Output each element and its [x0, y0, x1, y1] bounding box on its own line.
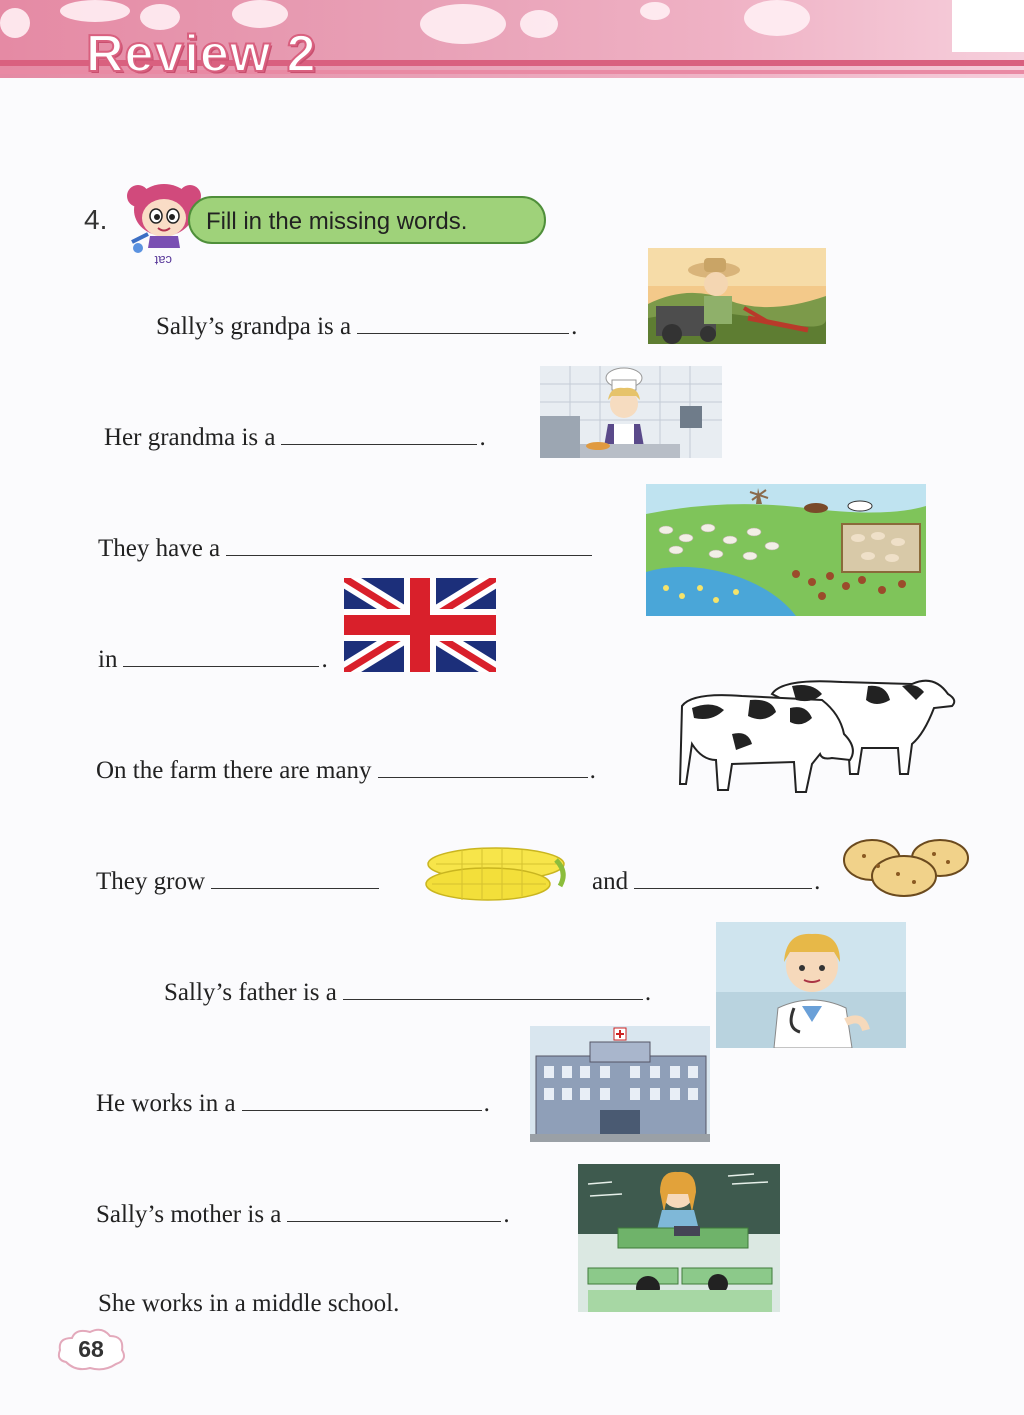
- answer-blank[interactable]: [378, 757, 588, 778]
- cloud-decoration: [420, 4, 506, 44]
- sentence-text: They have a: [98, 535, 221, 562]
- sentence-text: Her grandma is a: [104, 424, 276, 451]
- cloud-decoration: [60, 0, 130, 22]
- sentence-row: [156, 313, 577, 341]
- sentence-row: [96, 868, 379, 896]
- page-title: Review 2: [86, 25, 317, 83]
- sentence-end: .: [483, 1090, 490, 1117]
- doctor-picture: [716, 922, 906, 1048]
- sentence-row: [104, 424, 486, 452]
- corn-picture: [422, 842, 568, 906]
- answer-blank[interactable]: [343, 979, 643, 1000]
- sentence-end: .: [589, 757, 596, 784]
- sentence-text: They grow: [96, 868, 205, 895]
- sentence-end: .: [571, 313, 578, 340]
- farm-picture: [646, 484, 926, 616]
- answer-blank[interactable]: [226, 535, 592, 556]
- sentence-end: .: [479, 424, 486, 451]
- sentence-row: [96, 1090, 490, 1118]
- page-number: [54, 1326, 128, 1372]
- sentence-end: .: [644, 979, 652, 1006]
- sentence-text: Sally’s grandpa is a: [156, 313, 352, 340]
- answer-blank[interactable]: [281, 424, 477, 445]
- sentence-text: He works in a: [96, 1090, 236, 1117]
- answer-blank[interactable]: [123, 646, 319, 667]
- cloud-decoration: [0, 8, 30, 38]
- uk-flag-icon: [344, 578, 496, 672]
- answer-blank[interactable]: [634, 868, 812, 889]
- potatoes-picture: [842, 836, 970, 898]
- sentence-text: Sally’s father is a: [164, 979, 337, 1006]
- sentence-row: [592, 868, 820, 896]
- page-number-text: 68: [78, 1336, 104, 1362]
- exercise-number: 4.: [84, 204, 108, 235]
- sentence-row: [96, 1201, 510, 1229]
- instruction-label: Fill in the missing words.: [188, 196, 546, 244]
- sentence-text: On the farm there are many: [96, 757, 372, 784]
- sentence-text: Sally’s mother is a: [96, 1201, 282, 1228]
- sentence-row: [96, 757, 596, 785]
- answer-blank[interactable]: [211, 868, 379, 889]
- sentence-row: [98, 646, 328, 674]
- sentence-row: [98, 1290, 399, 1318]
- sentence-text: and: [592, 868, 629, 895]
- cows-picture: [672, 664, 964, 798]
- answer-blank[interactable]: [357, 313, 569, 334]
- answer-blank[interactable]: [287, 1201, 501, 1222]
- mascot-badge-text: cat: [154, 253, 172, 268]
- cloud-decoration: [520, 10, 558, 38]
- hospital-picture: [530, 1026, 710, 1142]
- header-corner: [952, 0, 1024, 52]
- sentence-end: .: [321, 646, 328, 673]
- sentence-end: .: [814, 868, 821, 895]
- sentence-row: [164, 979, 651, 1007]
- sentence-text: She works in a middle school.: [98, 1290, 400, 1317]
- farmer-picture: [648, 248, 826, 344]
- answer-blank[interactable]: [242, 1090, 482, 1111]
- teacher-picture: [578, 1164, 780, 1312]
- cloud-decoration: [640, 2, 670, 20]
- sentence-text: in: [98, 646, 118, 673]
- sentence-end: .: [503, 1201, 510, 1228]
- sentence-row: [98, 535, 592, 563]
- cook-picture: [540, 366, 722, 458]
- cloud-decoration: [744, 0, 810, 36]
